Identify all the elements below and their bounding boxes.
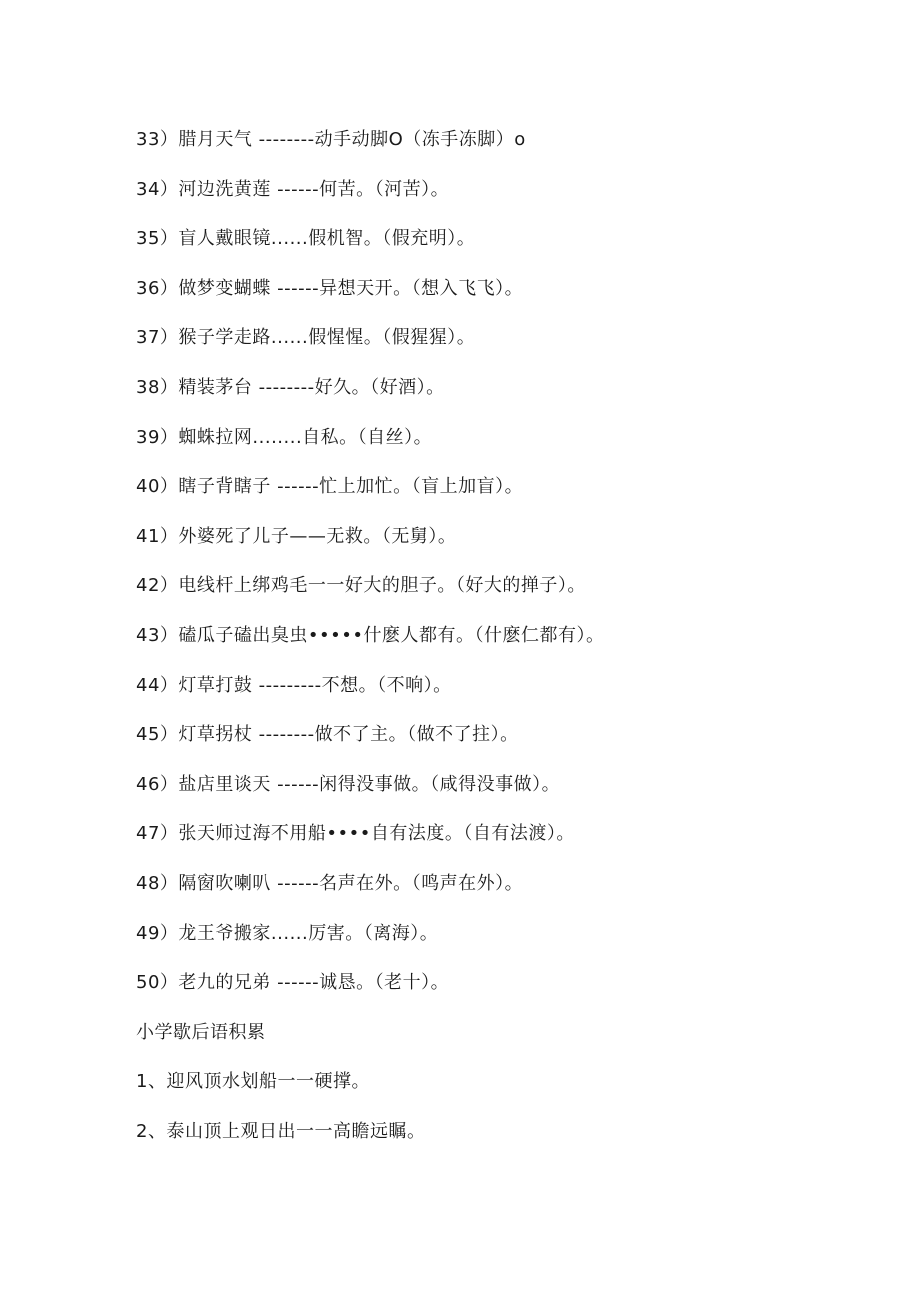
text-line: 41）外婆死了儿子——无救。（无舅）。	[136, 525, 457, 547]
section-heading: 小学歇后语积累	[136, 1021, 266, 1043]
text-line: 44）灯草打鼓 ---------不想。（不响）。	[136, 674, 452, 696]
text-line: 45）灯草拐杖 --------做不了主。（做不了拄）。	[136, 724, 519, 746]
text-line: 47）张天师过海不用船••••自有法度。（自有法渡）。	[136, 823, 575, 845]
text-line: 2、泰山顶上观日出一一高瞻远瞩。	[136, 1120, 426, 1142]
text-line: 35）盲人戴眼镜......假机智。（假充明）。	[136, 228, 476, 250]
text-line: 1、迎风顶水划船一一硬撑。	[136, 1071, 370, 1093]
text-line: 38）精装茅台 --------好久。（好酒）。	[136, 376, 445, 398]
text-line: 40）瞎子背瞎子 ------忙上加忙。（盲上加盲）。	[136, 476, 524, 498]
text-line: 37）猴子学走路......假惺惺。（假猩猩）。	[136, 327, 476, 349]
text-line: 33）腊月天气 --------动手动脚O（冻手冻脚）o	[136, 129, 526, 150]
text-line: 48）隔窗吹喇叭 ------名声在外。（鸣声在外）。	[136, 872, 524, 894]
text-line: 43）磕瓜子磕出臭虫•••••什麽人都有。（什麽仁都有）。	[136, 624, 605, 646]
text-block	[136, 124, 856, 1165]
text-line: 42）电线杆上绑鸡毛一一好大的胆子。（好大的掸子）。	[136, 575, 586, 597]
text-line: 50）老九的兄弟 ------诚恳。（老十）。	[136, 972, 450, 994]
text-line: 36）做梦变蝴蝶 ------异想天开。（想入飞飞）。	[136, 277, 524, 299]
text-line: 46）盐店里谈天 ------闲得没事做。（咸得没事做）。	[136, 773, 561, 795]
text-line: 34）河边洗黄莲 ------何苦。（河苦）。	[136, 178, 450, 200]
text-line: 39）蜘蛛拉网........自私。（自丝）。	[136, 426, 433, 448]
text-line: 49）龙王爷搬家......厉害。（离海）。	[136, 922, 439, 944]
